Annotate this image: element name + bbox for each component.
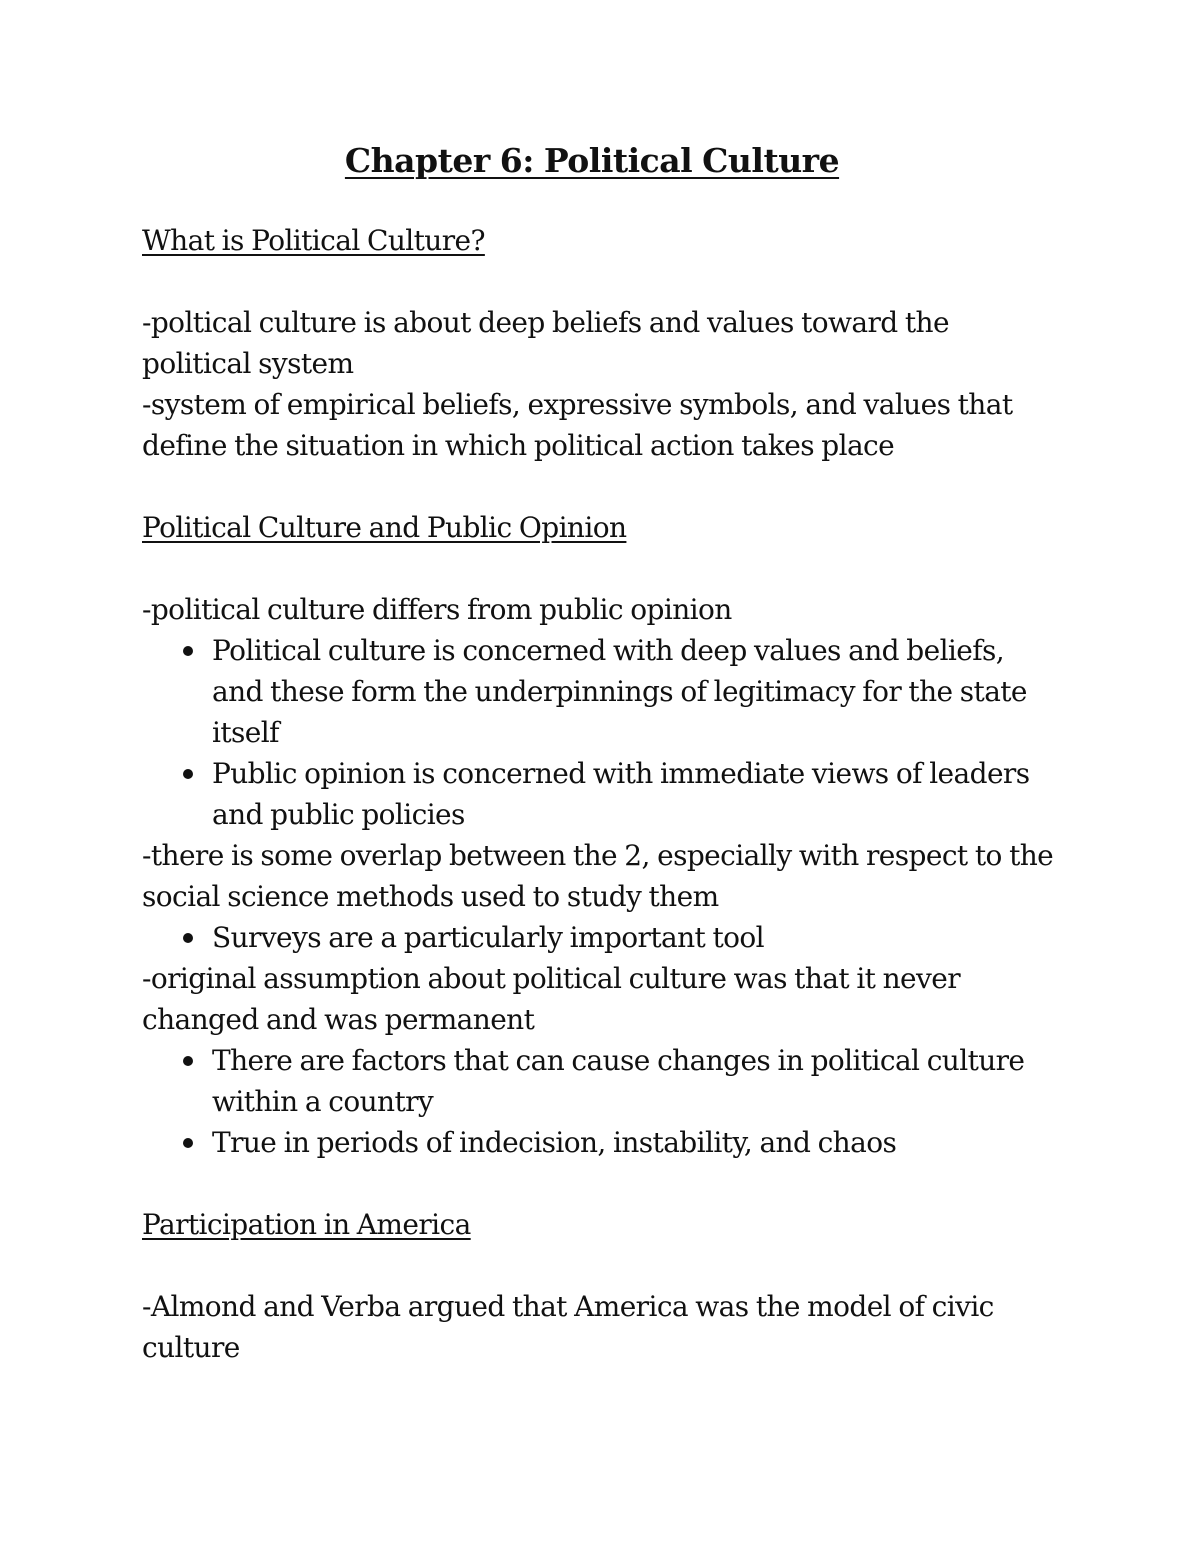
bullet-text: Public opinion is concerned with immediate views of leaders and public policies xyxy=(212,757,1030,831)
section-heading-wrap xyxy=(142,507,1062,548)
bullet-text: True in periods of indecision, instability, and chaos xyxy=(212,1126,897,1159)
section-heading-wrap xyxy=(142,220,1062,261)
bullet-dot-icon xyxy=(183,1056,193,1066)
bullet-text: Surveys are a particularly important tool xyxy=(212,921,764,954)
bullet-list xyxy=(142,917,1062,958)
section-heading-wrap xyxy=(142,1204,1062,1245)
bullet-item xyxy=(212,630,1062,753)
blank-line xyxy=(142,466,1062,507)
bullet-item xyxy=(212,753,1062,835)
paragraph: -poltical culture is about deep beliefs and values toward the political system xyxy=(142,306,949,380)
bullet-dot-icon xyxy=(183,769,193,779)
bullet-dot-icon xyxy=(183,1138,193,1148)
bullet-dot-icon xyxy=(183,646,193,656)
section-heading-political-culture-and-public-opinion: Political Culture and Public Opinion xyxy=(142,511,627,544)
bullet-list xyxy=(142,630,1062,835)
paragraph: -there is some overlap between the 2, especially with respect to the social science methods used to study them xyxy=(142,839,1054,913)
paragraph: -Almond and Verba argued that America was the model of civic culture xyxy=(142,1290,994,1364)
bullet-list xyxy=(142,1040,1062,1163)
section-heading-what-is-political-culture: What is Political Culture? xyxy=(142,224,485,257)
blank-line xyxy=(142,1245,1062,1286)
bullet-text: Political culture is concerned with deep values and beliefs, and these form the underpinnings of legitimacy for the state itself xyxy=(212,634,1027,749)
paragraph: -system of empirical beliefs, expressive symbols, and values that define the situation in which political action takes place xyxy=(142,388,1013,462)
blank-line xyxy=(142,548,1062,589)
section-heading-participation-in-america: Participation in America xyxy=(142,1208,471,1241)
blank-line xyxy=(142,261,1062,302)
paragraph: -political culture differs from public opinion xyxy=(142,593,732,626)
bullet-item xyxy=(212,917,1062,958)
paragraph: -original assumption about political culture was that it never changed and was permanent xyxy=(142,962,961,1036)
bullet-item xyxy=(212,1122,1062,1163)
bullet-item xyxy=(212,1040,1062,1122)
document-content xyxy=(142,138,1062,1368)
bullet-text: There are factors that can cause changes in political culture within a country xyxy=(212,1044,1025,1118)
blank-line xyxy=(142,1163,1062,1204)
page-title: Chapter 6: Political Culture xyxy=(344,141,840,180)
bullet-dot-icon xyxy=(183,933,193,943)
